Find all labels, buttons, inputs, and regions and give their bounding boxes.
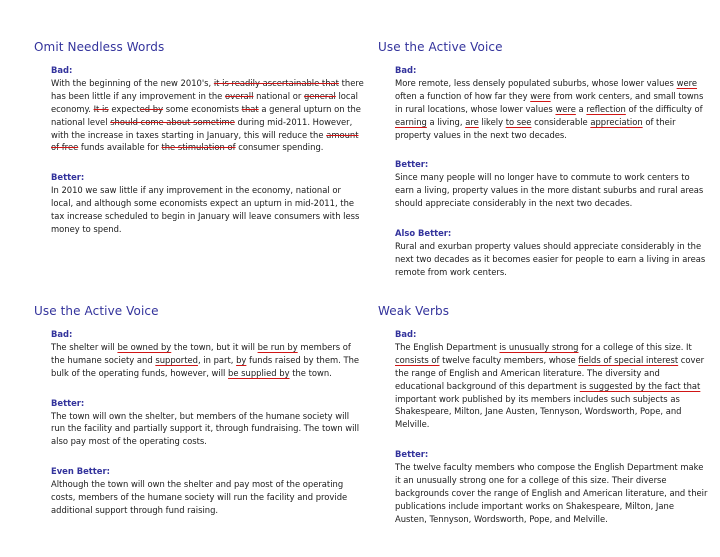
bad-example bbox=[51, 328, 364, 517]
deleted-phrase: It is bbox=[93, 103, 109, 114]
bad-example bbox=[395, 64, 708, 279]
underlined-phrase: supported bbox=[155, 354, 198, 365]
underlined-phrase: to see bbox=[505, 116, 532, 127]
better-label: Better: bbox=[395, 159, 429, 170]
panel-title: Use the Active Voice bbox=[34, 304, 159, 318]
panel-omit-needless-words bbox=[34, 40, 364, 236]
bad-label: Bad: bbox=[395, 329, 417, 339]
bad-example bbox=[51, 64, 364, 236]
deleted-phrase: the stimulation of bbox=[161, 142, 236, 153]
better-text: Since many people will no longer have to commute to work centers to earn a living, property values in the more distant suburbs and rural areas should appreciate considerably in the next two decades. bbox=[395, 172, 704, 209]
bad-example bbox=[395, 328, 708, 526]
bad-text: The English Department is unusually strong for a college of this size. It consists of twelve faculty members, whose fields of special interest cover the range of English and American literature. The diversity and educational background of this department is suggested by the fact that important work published by its members includes such subjects as Shakespeare, Milton, Jane Austen, Tennyson, Wordsworth, Pope, and Melville. bbox=[395, 341, 705, 430]
underlined-phrase: by bbox=[236, 354, 247, 365]
also-better-label: Also Better: bbox=[395, 228, 452, 239]
bad-text: More remote, less densely populated suburbs, whose lower values were often a function of how far they were from work centers, and small towns in rural locations, whose lower values were a reflection of the difficulty of earning a living, are likely to see considerable appreciation of their property values in the next two decades. bbox=[395, 77, 704, 140]
deleted-phrase: that bbox=[241, 103, 259, 114]
underlined-phrase: be owned by bbox=[117, 341, 172, 352]
underlined-phrase: be supplied by bbox=[228, 367, 290, 378]
panel-title: Omit Needless Words bbox=[34, 40, 165, 54]
panel-weak-verbs bbox=[378, 304, 708, 526]
deleted-phrase: overall bbox=[224, 90, 254, 101]
panel-title: Weak Verbs bbox=[378, 304, 450, 318]
better-text: The twelve faculty members who compose the English Department make it an unusually strong one for a college of this size. Their diverse backgrounds cover the range of English and American literature, and their publications include important works on Shakespeare, Milton, Jane Austen, Tennyson, Wordsworth, Pope, and Melville. bbox=[395, 462, 708, 524]
underlined-phrase: consists of bbox=[395, 354, 440, 365]
underlined-phrase: were bbox=[530, 90, 551, 101]
underlined-phrase: were bbox=[676, 77, 698, 88]
deleted-phrase: ed by bbox=[139, 103, 164, 114]
bad-label: Bad: bbox=[51, 329, 73, 339]
bad-label: Bad: bbox=[51, 65, 73, 75]
better-label: Better: bbox=[51, 172, 85, 183]
underlined-phrase: appreciation bbox=[590, 116, 643, 127]
better-label: Better: bbox=[395, 449, 429, 460]
better-text: In 2010 we saw little if any improvement in the economy, national or local, and although some economists expect an upturn in mid-2011, the tax increase scheduled to begin in January will leave consumers with less money to spend. bbox=[51, 185, 360, 234]
also-better-text: Rural and exurban property values should appreciate considerably in the next two decades as it becomes easier for people to earn a living in areas remote from work centers. bbox=[395, 240, 706, 277]
underlined-phrase: were bbox=[555, 103, 576, 114]
underlined-phrase: earning bbox=[395, 116, 427, 127]
panel-title: Use the Active Voice bbox=[378, 40, 503, 54]
better-label: Better: bbox=[51, 397, 85, 408]
deleted-phrase: general bbox=[303, 90, 336, 101]
deleted-phrase: amount of free bbox=[51, 129, 359, 153]
even-better-text: Although the town will own the shelter and pay most of the operating costs, members of the humane society will run the facility and provide additional support through fund raising. bbox=[51, 479, 348, 515]
better-text: The town will own the shelter, but members of the humane society will run the facility and partially support it, through fundraising. The town will also pay most of the operating costs. bbox=[51, 410, 360, 447]
deleted-phrase: it is readily ascertainable that bbox=[213, 77, 339, 88]
even-better-label: Even Better: bbox=[51, 466, 110, 477]
deleted-phrase: should come about sometime bbox=[110, 116, 235, 127]
panel-active-voice-2 bbox=[34, 304, 364, 517]
underlined-phrase: reflection bbox=[586, 103, 626, 114]
bad-label: Bad: bbox=[395, 65, 417, 75]
underlined-phrase: are bbox=[465, 116, 479, 127]
underlined-phrase: be run by bbox=[257, 341, 298, 352]
panel-active-voice-1 bbox=[378, 40, 708, 279]
underlined-phrase: fields of special interest bbox=[578, 354, 679, 365]
bad-text: With the beginning of the new 2010's, it is readily ascertainable that there has been little if any improvement in the overall national or general local economy. It is expected by some economists that a general upturn on the national level should come about sometime during mid-2011. However, with the increase in taxes starting in January, this will reduce the amount of free funds available for the stimulation of consumer spending. bbox=[51, 77, 364, 153]
underlined-phrase: is suggested by the fact that bbox=[579, 380, 701, 391]
underlined-phrase: is unusually strong bbox=[499, 341, 579, 352]
bad-text: The shelter will be owned by the town, but it will be run by members of the humane society and supported, in part, by funds raised by them. The bulk of the operating funds, however, will be supplied by the town. bbox=[51, 341, 360, 378]
